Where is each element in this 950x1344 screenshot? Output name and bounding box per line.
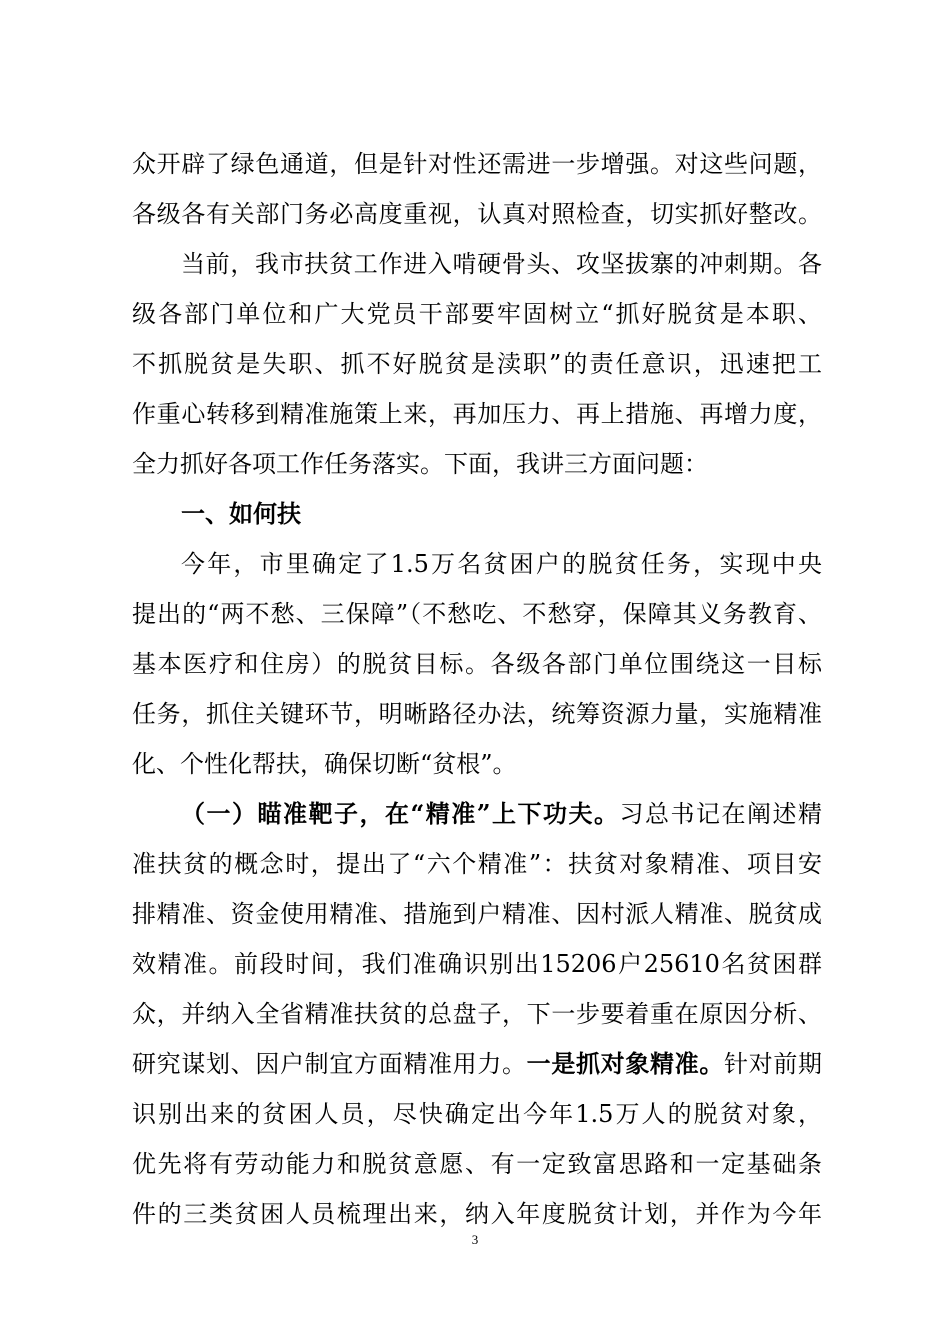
paragraph-line: 效精准。前段时间，我们准确识别出15206户25610名贫困群	[132, 950, 822, 978]
paragraph-text: 针对前期	[724, 1050, 823, 1078]
paragraph-line: 识别出来的贫困人员，尽快确定出今年1.5万人的脱贫对象，	[132, 1100, 822, 1128]
paragraph-line: 优先将有劳动能力和脱贫意愿、有一定致富思路和一定基础条	[132, 1150, 822, 1178]
paragraph-line: 各级各有关部门务必高度重视，认真对照检查，切实抓好整改。	[132, 200, 822, 228]
paragraph-line: 当前，我市扶贫工作进入啃硬骨头、攻坚拔寨的冲刺期。各	[181, 250, 822, 278]
paragraph-line: 众，并纳入全省精准扶贫的总盘子，下一步要着重在原因分析、	[132, 1000, 822, 1028]
point-heading: 一是抓对象精准。	[526, 1049, 725, 1078]
paragraph-line: 件的三类贫困人员梳理出来，纳入年度脱贫计划，并作为今年	[132, 1200, 822, 1228]
paragraph-line: 任务，抓住关键环节，明晰路径办法，统筹资源力量，实施精准	[132, 700, 822, 728]
paragraph-line: 作重心转移到精准施策上来，再加压力、再上措施、再增力度，	[132, 400, 822, 428]
paragraph-line: 级各部门单位和广大党员干部要牢固树立“抓好脱贫是本职、	[132, 300, 822, 328]
paragraph-line	[181, 794, 822, 834]
paragraph-text: 习总书记在阐述精	[619, 800, 823, 828]
paragraph-line: 提出的“两不愁、三保障”（不愁吃、不愁穿，保障其义务教育、	[132, 600, 822, 628]
subsection-heading: （一）瞄准靶子，在“精准”上下功夫。	[181, 799, 620, 828]
section-heading: 一、如何扶	[181, 499, 301, 528]
paragraph-line: 化、个性化帮扶，确保切断“贫根”。	[132, 750, 517, 778]
paragraph-line: 排精准、资金使用精准、措施到户精准、因村派人精准、脱贫成	[132, 900, 822, 928]
paragraph-line: 众开辟了绿色通道，但是针对性还需进一步增强。对这些问题，	[132, 150, 822, 178]
paragraph-line: 准扶贫的概念时，提出了“六个精准”：扶贫对象精准、项目安	[132, 850, 822, 878]
paragraph-line: 全力抓好各项工作任务落实。下面，我讲三方面问题：	[132, 450, 708, 478]
paragraph-line: 基本医疗和住房）的脱贫目标。各级各部门单位围绕这一目标	[132, 650, 822, 678]
paragraph-line: 今年，市里确定了1.5万名贫困户的脱贫任务，实现中央	[181, 550, 822, 578]
paragraph-text: 研究谋划、因户制宜方面精准用力。	[132, 1050, 527, 1078]
paragraph-line: 不抓脱贫是失职、抓不好脱贫是渎职”的责任意识，迅速把工	[132, 350, 822, 378]
page-number: 3	[471, 1232, 479, 1247]
paragraph-line	[132, 1044, 822, 1084]
